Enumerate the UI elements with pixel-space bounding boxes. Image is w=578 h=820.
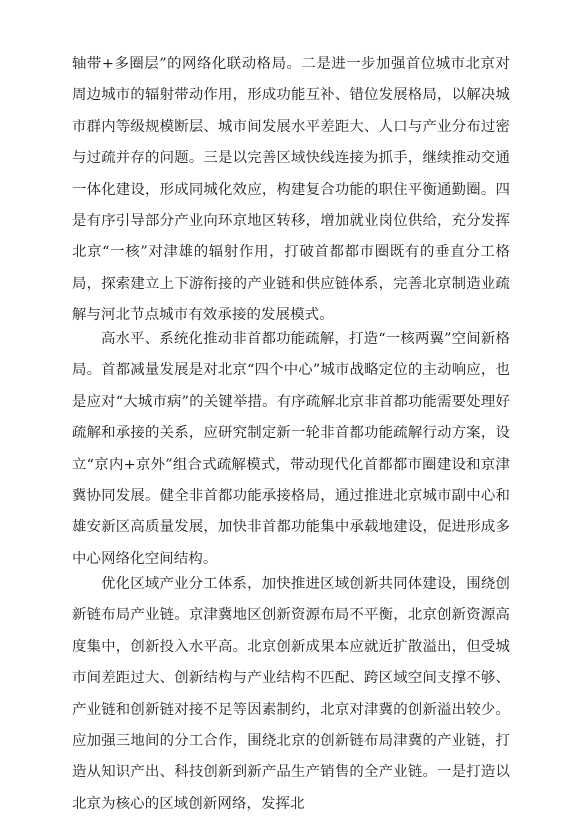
paragraph-1: 轴带+多圈层”的网络化联动格局。二是进一步加强首位城市北京对周边城市的辐射带动作用，形成功能互补、错位发展格局，以解决城市群内等级规模断层、城市间发展水平差距大、人口与产业分布过密与过疏并存的问题。三是以完善区域快线连接为抓手，继续推动交通一体化建设，形成同城化效应，构建复合功能的职住平衡通勤圈。四是有序引导部分产业向环京地区转移，增加就业岗位供给，充分发挥北京“一核”对津雄的辐射作用，打破首都都市圈既有的垂直分工格局，探索建立上下游衔接的产业链和供应链体系，完善北京制造业疏解与河北节点城市有效承接的发展模式。 [72, 56, 510, 324]
paragraph-3: 优化区域产业分工体系，加快推进区域创新共同体建设，围绕创新链布局产业链。京津冀地区创新资源布局不平衡，北京创新资源高度集中，创新投入水平高。北京创新成果本应就近扩散溢出，但受城市间差距过大、创新结构与产业结构不匹配、跨区域空间支撑不够、产业链和创新链对接不足等因素制约，北京对津冀的创新溢出较少。应加强三地间的分工合作，围绕北京的创新链布局津冀的产业链，打造从知识产出、科技创新到新产品生产销售的全产业链。一是打造以北京为核心的区域创新网络，发挥北 [72, 576, 510, 812]
paragraph-2: 高水平、系统化推动非首都功能疏解，打造“一核两翼”空间新格局。首都减量发展是对北京“四个中心”城市战略定位的主动响应，也是应对“大城市病”的关键举措。有序疏解北京非首都功能需要处理好疏解和承接的关系，应研究制定新一轮非首都功能疏解行动方案，设立“京内+京外”组合式疏解模式，带动现代化首都都市圈建设和京津冀协同发展。健全非首都功能承接格局，通过推进北京城市副中心和雄安新区高质量发展，加快非首都功能集中承载地建设，促进形成多中心网络化空间结构。 [72, 331, 510, 567]
